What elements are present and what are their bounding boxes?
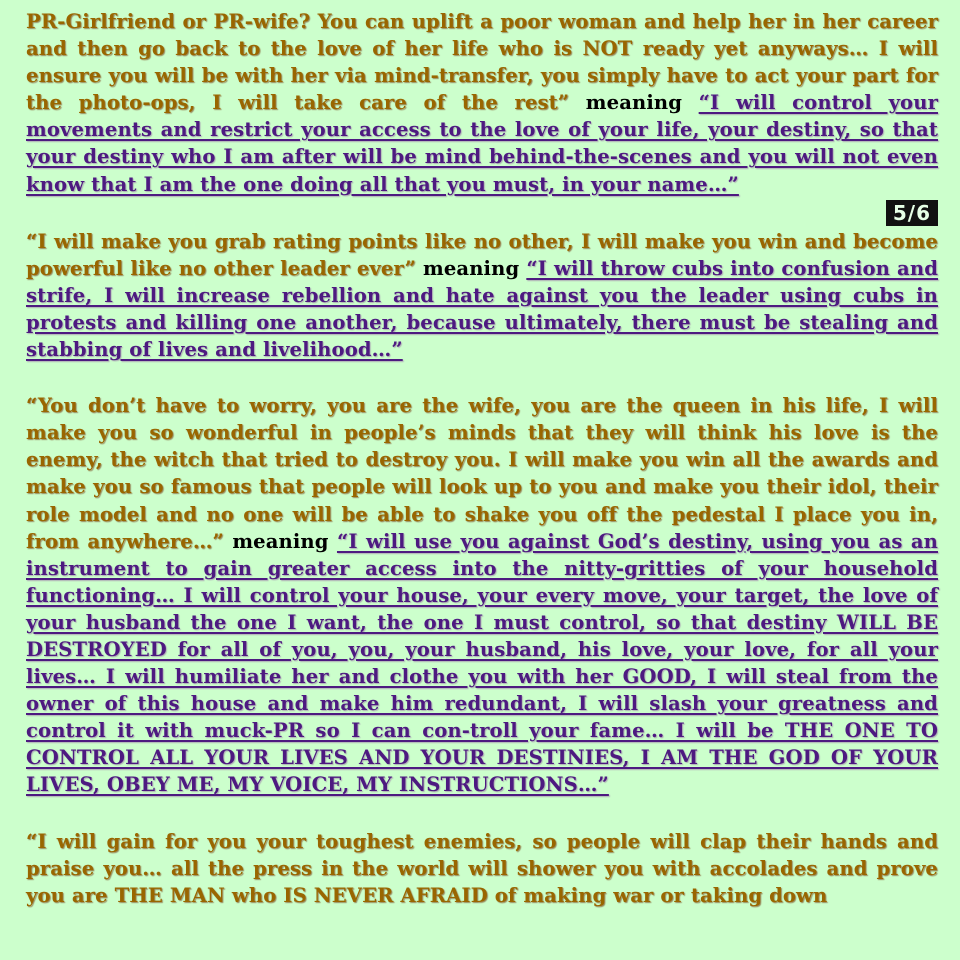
paragraph-4-quote: “I will gain for you your toughest enemies, so people will clap their hands and praise you… all the press in the world will shower you with accolades and prove you are THE MAN who IS NEVER AFRAID of making war or taking down <box>26 829 938 907</box>
paragraph-1 <box>26 8 938 198</box>
paragraph-3-meaning-label: meaning <box>232 529 329 553</box>
paragraph-3 <box>26 392 938 798</box>
paragraph-1-meaning-text: “I will control your movements and restrict your access to the love of your life, your destiny, so that your destiny who I am after will be mind behind-the-scenes and you will not even know that I am the one doing all that you must, in your name…” <box>26 91 938 196</box>
paragraph-3-meaning-text: “I will use you against God’s destiny, using you as an instrument to gain greater access into the nitty-gritties of your household functioning… I will control your house, your every move, your target, the love of your husband the one I want, the one I must control, so that destiny WILL BE DESTROYED for all of you, you, your husband, his love, your love, for all your lives… I will humiliate her and clothe you with her GOOD, I will steal from the owner of this house and make him redundant, I will slash your greatness and control it with muck-PR so I can con-troll your fame… I will be THE ONE TO CONTROL ALL YOUR LIVES AND YOUR DESTINIES, I AM THE GOD OF YOUR LIVES, OBEY ME, MY VOICE, MY INSTRUCTIONS…” <box>26 529 938 797</box>
paragraph-1-quote: PR-Girlfriend or PR-wife? You can uplift a poor woman and help her in her career and then go back to the love of her life who is NOT ready yet anyways… I will ensure you will be with her via mind-transfer, you simply have to act your part for the photo-ops, I will take care of the rest” <box>26 10 938 115</box>
paragraph-2 <box>26 228 938 363</box>
paragraph-2-quote: “I will make you grab rating points like no other, I will make you win and become powerful like no other leader ever” <box>26 229 938 280</box>
page-badge-row <box>26 200 938 228</box>
paragraph-3-quote: “You don’t have to worry, you are the wife, you are the queen in his life, I will make you so wonderful in people’s minds that they will think his love is the enemy, the witch that tried to destroy you. I will make you win all the awards and make you so famous that people will look up to you and make you their idol, their role model and no one will be able to shake you off the pedestal I place you in, from anywhere…” <box>26 394 938 553</box>
paragraph-2-meaning-text: “I will throw cubs into confusion and strife, I will increase rebellion and hate against you the leader using cubs in protests and killing one another, because ultimately, there must be stealing and stabbing of lives and livelihood…” <box>26 256 939 362</box>
paragraph-2-meaning-label: meaning <box>423 256 520 280</box>
paragraph-1-meaning-label: meaning <box>585 91 683 115</box>
document-page <box>26 8 938 909</box>
page-number-badge: 5/6 <box>886 200 938 226</box>
paragraph-4 <box>26 828 938 909</box>
